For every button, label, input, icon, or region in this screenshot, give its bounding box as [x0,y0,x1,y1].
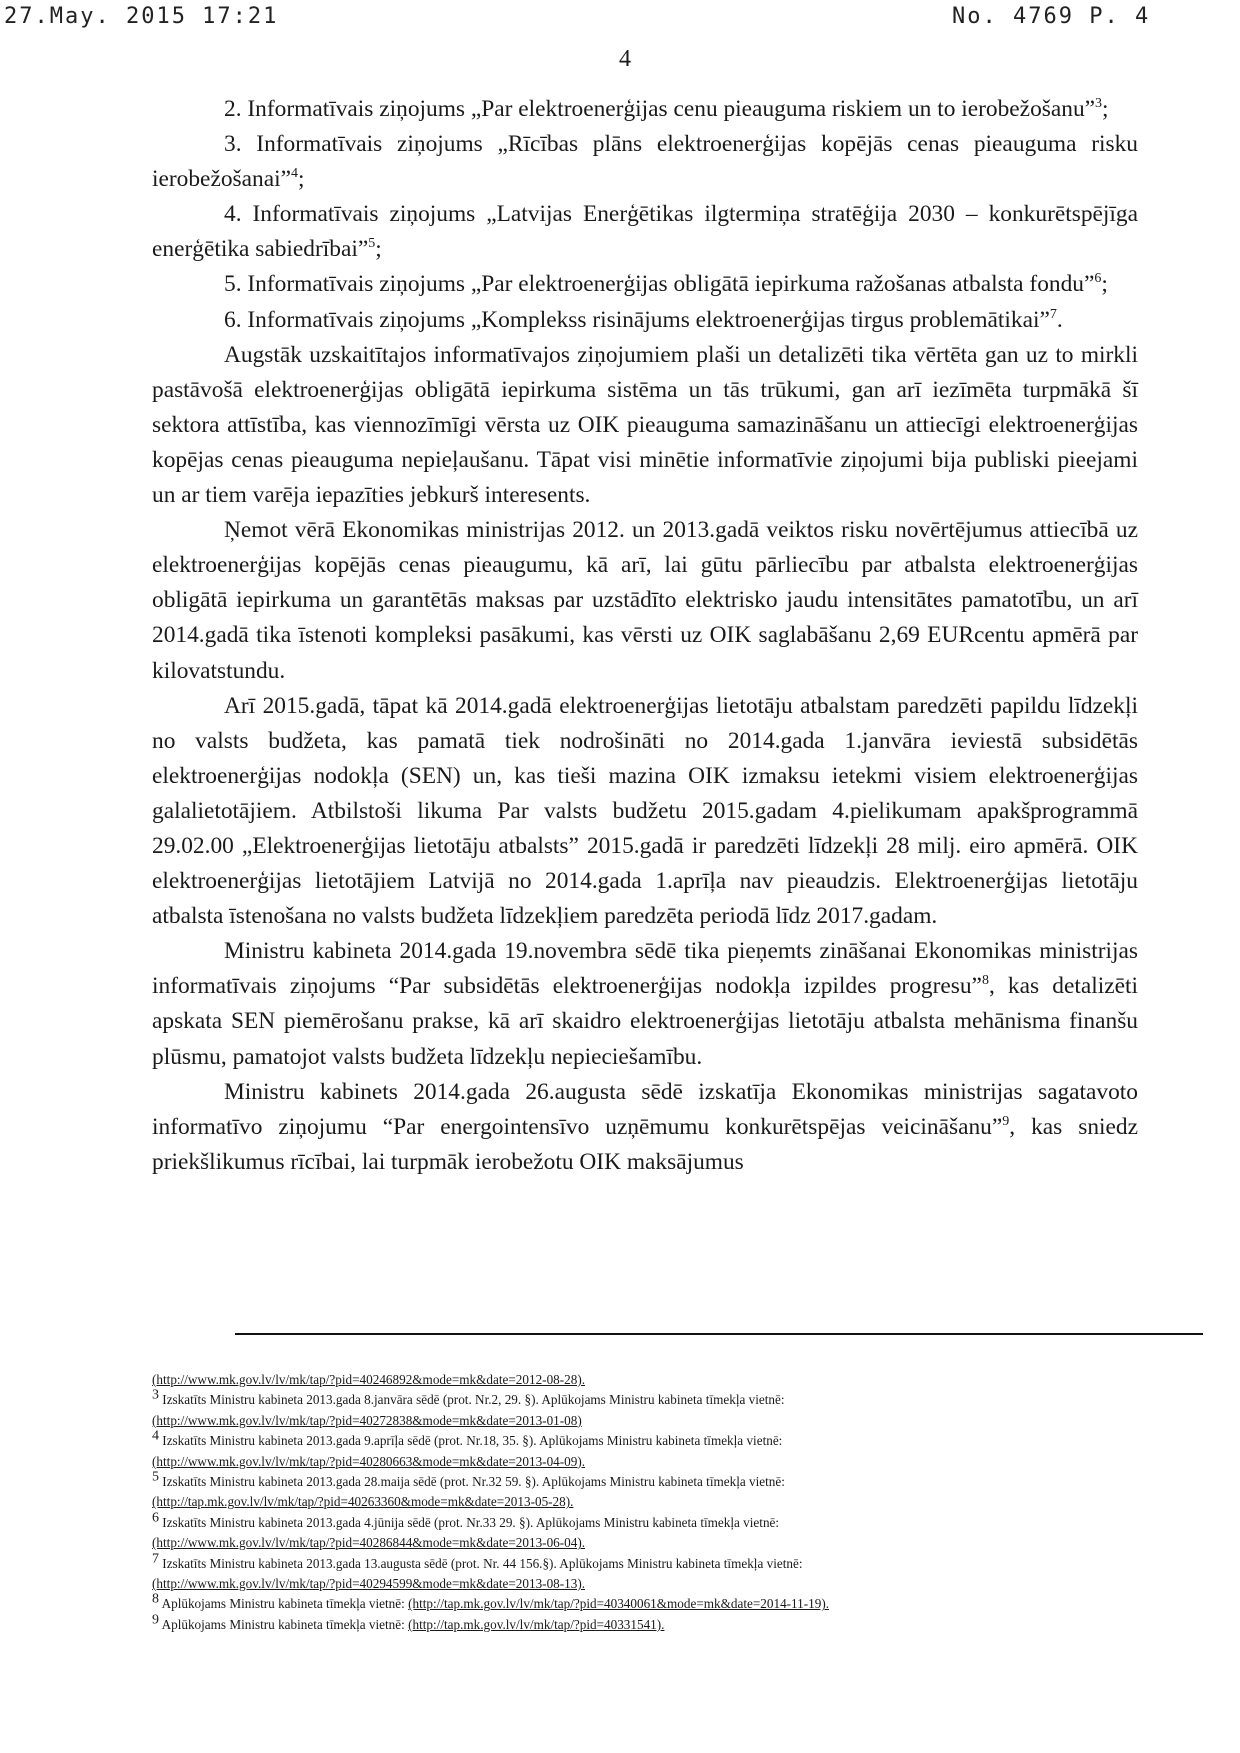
list-item: 2. Informatīvais ziņojums „Par elektroenerģijas cenu pieauguma riskiem un to ierobežošanu”$^3$; [224,96,1109,122]
footnote-link[interactable]: (http://www.mk.gov.lv/lv/mk/tap/?pid=40294599&mode=mk&date=2013-08-13). [152,1576,586,1592]
footnote-item: $^5$ Izskatīts Ministru kabineta 2013.gada 28.maija sēdē (prot. Nr.32 59. §). Aplūkojams Ministru kabineta tīmekļa vietnē: [152,1469,785,1490]
footnote-link[interactable]: (http://tap.mk.gov.lv/lv/mk/tap/?pid=40340061&mode=mk&date=2014-11-19). [408,1596,830,1612]
footnote-item: $^3$ Izskatīts Ministru kabineta 2013.gada 8.janvāra sēdē (prot. Nr.2, 29. §). Aplūkojams Ministru kabineta tīmekļa vietnē: [152,1388,785,1408]
footnote-link[interactable]: (http://tap.mk.gov.lv/lv/mk/tap/?pid=40263360&mode=mk&date=2013-05-28). [152,1494,574,1510]
footnote-item: $^4$ Izskatīts Ministru kabineta 2013.gada 9.aprīļa sēdē (prot. Nr.18, 35. §). Aplūkojams Ministru kabineta tīmekļa vietnē: [152,1428,783,1449]
footnote-link[interactable]: (http://www.mk.gov.lv/lv/mk/tap/?pid=40272838&mode=mk&date=2013-01-08) [152,1412,582,1428]
footnotes [152,1370,1152,1635]
paragraph: Ministru kabineta 2014.gada 19.novembra sēdē tika pieņemts zināšanai Ekonomikas ministrijas informatīvais ziņojums “Par subsidētās elektroenerģijas nodokļa izpildes progresu”$^8$, kas detalizēti apskata SEN piemērošanu prakse, kā arī skaidro elektroenerģijas lietotāju atbalsta mehānisma finanšu plūsmu, pamatojot valsts budžeta līdzekļu nepieciešamību. [152,938,1138,1070]
list-item: 3. Informatīvais ziņojums „Rīcības plāns elektroenerģijas kopējās cenas pieauguma risku ierobežošanai”$^4$; [152,131,1138,193]
footnote-link[interactable]: (http://www.mk.gov.lv/lv/mk/tap/?pid=40286844&mode=mk&date=2013-06-04). [152,1535,586,1551]
footnote-link[interactable]: (http://www.mk.gov.lv/lv/mk/tap/?pid=40280663&mode=mk&date=2013-04-09). [152,1453,586,1469]
paragraph: Ņemot vērā Ekonomikas ministrijas 2012. un 2013.gadā veiktos risku novērtējumus attiecībā uz elektroenerģijas kopējās cenas pieaugumu, kā arī, lai gūtu pārliecību par atbalsta elektroenerģijas obligātā iepirkuma un garantētās maksas par uzstādīto elektrisko jaudu intensitātes pamatotību, un arī 2014.gadā tika īstenoti kompleksi pasākumi, kas vērsti uz OIK saglabāšanu 2,69 EURcentu apmērā par kilovatstundu. [152,517,1138,684]
paragraph: Arī 2015.gadā, tāpat kā 2014.gadā elektroenerģijas lietotāju atbalstam paredzēti papildu līdzekļi no valsts budžeta, kas pamatā tiek nodrošināti no 2014.gada 1.janvāra ieviestā subsidētās elektroenerģijas nodokļa (SEN) un, kas tieši mazina OIK izmaksu ietekmi visiem elektroenerģijas galalietotājiem. Atbilstoši likuma Par valsts budžetu 2015.gadam 4.pielikumam apakšprogrammā 29.02.00 „Elektroenerģijas lietotāju atbalsts” 2015.gadā ir paredzēti līdzekļi 28 milj. eiro apmērā. OIK elektroenerģijas lietotājiem Latvijā no 2014.gada 1.aprīļa nav pieaudzis. Elektroenerģijas lietotāju atbalsta īstenošana no valsts budžeta līdzekļiem paredzēta periodā līdz 2017.gadam. [152,692,1138,930]
document-body [152,92,1138,1180]
footnote-link[interactable]: (http://tap.mk.gov.lv/lv/mk/tap/?pid=40331541). [408,1616,665,1632]
fax-header [0,4,1240,34]
list-item: 5. Informatīvais ziņojums „Par elektroenerģijas obligātā iepirkuma ražošanas atbalsta fondu”$^6$; [224,271,1108,298]
footnote-item: $^7$ Izskatīts Ministru kabineta 2013.gada 13.augusta sēdē (prot. Nr. 44 156.§). Aplūkojams Ministru kabineta tīmekļa vietnē: [152,1551,803,1571]
fax-page-id: No. 4769 P. 4 [952,4,1151,29]
paragraph: Augstāk uzskaitītajos informatīvajos ziņojumiem plaši un detalizēti tika vērtēta gan uz to mirkli pastāvošā elektroenerģijas obligātā iepirkuma sistēma un tās trūkumi, gan arī iezīmēta turpmākā šī sektora attīstība, kas viennozīmīgi vērsta uz OIK pieauguma samazināšanu un attiecīgi elektroenerģijas kopējas cenas pieauguma nepieļaušanu. Tāpat visi minētie informatīvie ziņojumi bija publiski pieejami un ar tiem varēja iepazīties jebkurš interesents. [152,341,1138,509]
list-item: 6. Informatīvais ziņojums „Komplekss risinājums elektroenerģijas tirgus problemātikai”$^7$. [224,306,1063,333]
footnote-item: $^9$ Aplūkojams Ministru kabineta tīmekļa vietnē: (http://tap.mk.gov.lv/lv/mk/tap/?pid=40331541). [152,1612,665,1632]
page-number: 4 [619,46,631,72]
footnote-link[interactable]: (http://www.mk.gov.lv/lv/mk/tap/?pid=40246892&mode=mk&date=2012-08-28). [152,1372,586,1387]
footnote-item: $^8$ Aplūkojams Ministru kabineta tīmekļa vietnē: (http://tap.mk.gov.lv/lv/mk/tap/?pid=40340061&mode=mk&date=2014-11-19). [152,1592,830,1612]
fax-date: 27.May. 2015 17:21 [4,4,279,29]
list-item: 4. Informatīvais ziņojums „Latvijas Enerģētikas ilgtermiņa stratēģija 2030 – konkurētspējīga enerģētika sabiedrībai”$^5$; [152,201,1138,263]
footnote-item: $^6$ Izskatīts Ministru kabineta 2013.gada 4.jūnija sēdē (prot. Nr.33 29. §). Aplūkojams Ministru kabineta tīmekļa vietnē: [152,1510,780,1530]
footnote-separator [235,1333,1203,1335]
paragraph: Ministru kabinets 2014.gada 26.augusta sēdē izskatīja Ekonomikas ministrijas sagatavoto informatīvo ziņojumu “Par energointensīvo uzņēmumu konkurētspējas veicināšanu”$^9$, kas sniedz priekšlikumus rīcībai, lai turpmāk ierobežotu OIK maksājumus [152,1078,1138,1175]
